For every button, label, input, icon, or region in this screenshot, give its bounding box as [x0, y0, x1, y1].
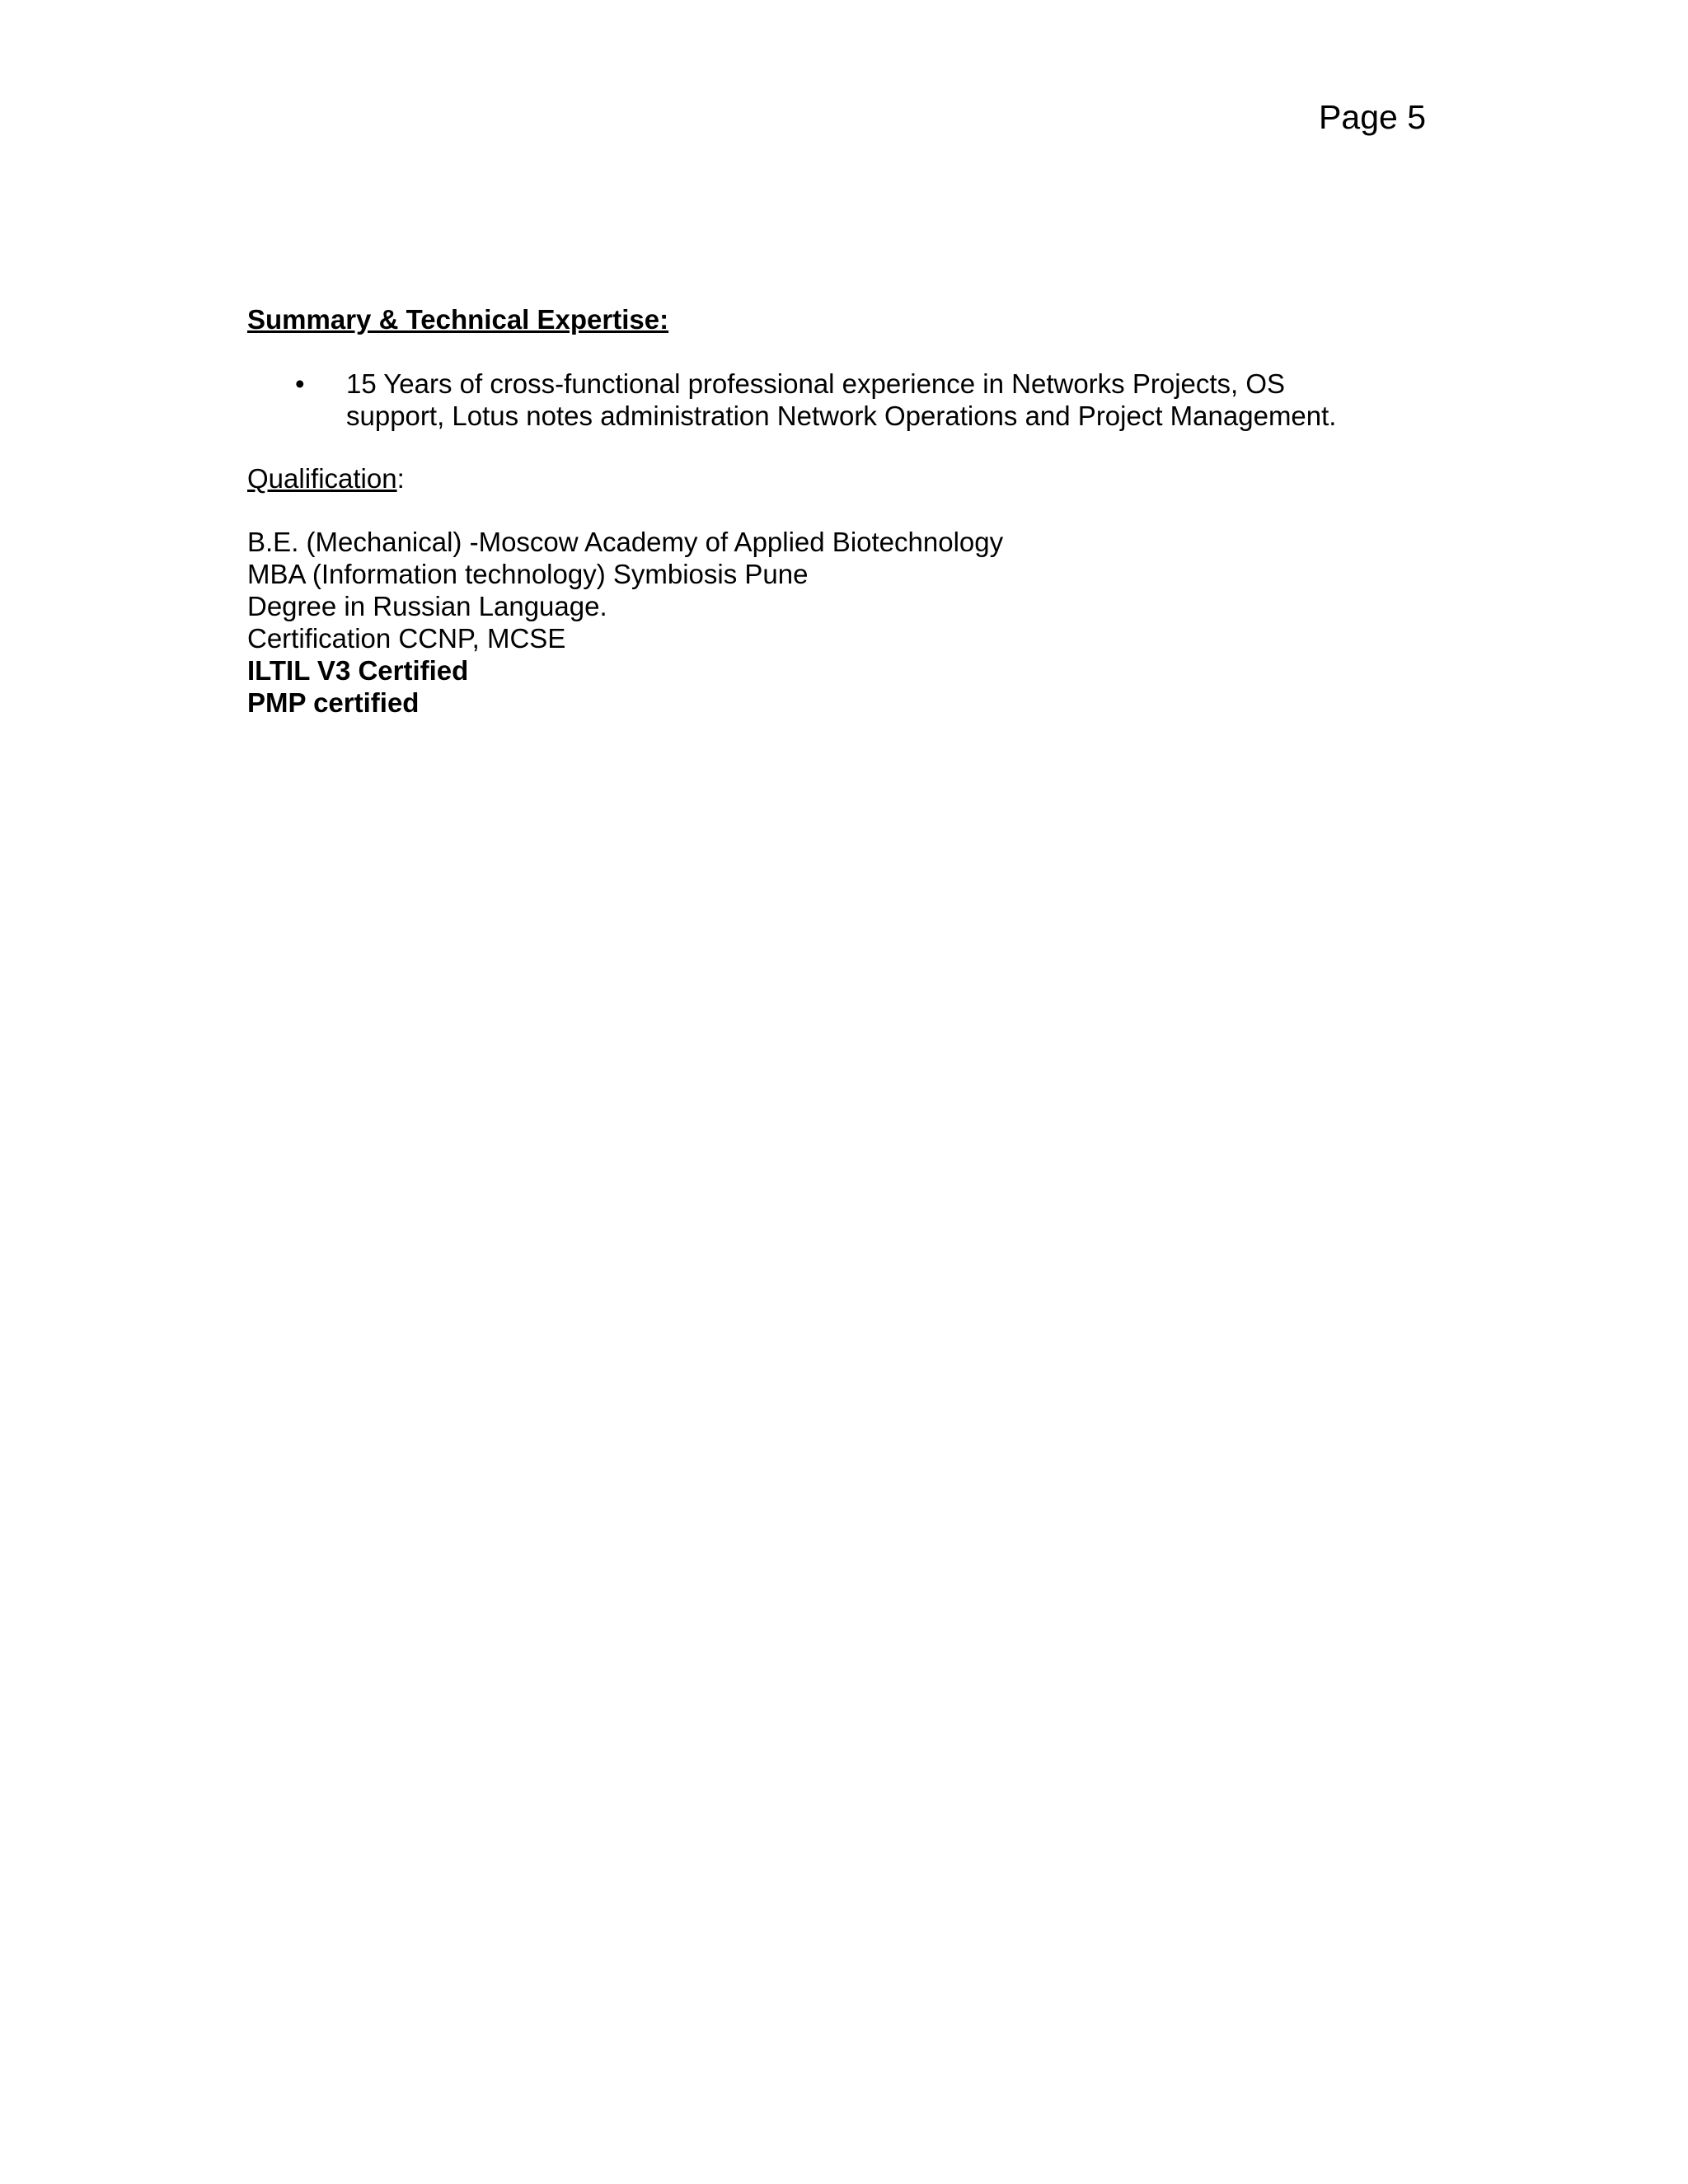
qualification-item-pmp-certification: PMP certified [247, 687, 420, 718]
qualification-item-degree: B.E. (Mechanical) -Moscow Academy of Applied Biotechnology [247, 527, 1004, 557]
summary-item-text: 15 Years of cross-functional professional experience in Networks Projects, OS support, Lotus notes administration Network Operations and Project Management. [346, 368, 1337, 431]
qualification-heading-colon: : [396, 463, 405, 494]
qualification-list [247, 526, 1442, 719]
qualification-item-certifications: Certification CCNP, MCSE [247, 623, 566, 654]
summary-heading: Summary & Technical Expertise: [247, 304, 669, 335]
qualification-item-language-degree: Degree in Russian Language. [247, 591, 607, 621]
qualification-item-itil-certification: ILTIL V3 Certified [247, 655, 469, 686]
summary-list-item [247, 368, 1342, 432]
page-number: Page 5 [1319, 98, 1426, 136]
qualification-heading [247, 462, 1442, 494]
qualification-item-mba: MBA (Information technology) Symbiosis Pune [247, 559, 809, 589]
qualification-heading-label: Qualification [247, 463, 397, 494]
summary-list [247, 368, 1442, 432]
page-content [247, 303, 1442, 719]
bullet-icon: • [295, 368, 305, 399]
